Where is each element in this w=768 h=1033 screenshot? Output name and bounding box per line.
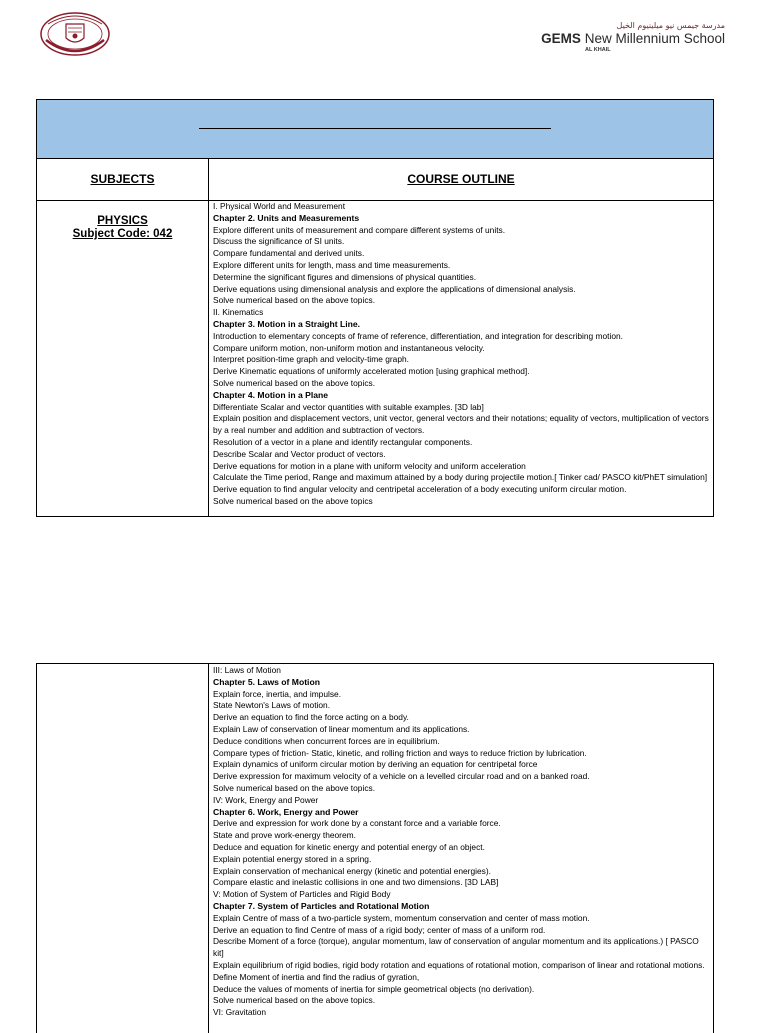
outline-item: State Newton's Laws of motion. xyxy=(213,700,331,711)
course-outline-table xyxy=(36,99,714,517)
outline-item: Compare uniform motion, non-uniform motion and instantaneous velocity. xyxy=(213,342,485,353)
chapter-heading: Chapter 7. System of Particles and Rotational Motion xyxy=(213,900,430,911)
outline-item: Solve numerical based on the above topics xyxy=(213,495,373,506)
outline-item: Explain Law of conservation of linear momentum and its applications. xyxy=(213,723,470,734)
school-name-arabic: مدرسة جيمس نيو ميلينيوم الخيل xyxy=(616,21,725,30)
outline-item: I. Physical World and Measurement xyxy=(213,201,346,211)
course-outline-table-continued xyxy=(36,663,714,1033)
outline-item: Explain potential energy stored in a spring. xyxy=(213,853,372,864)
outline-item: Explain equilibrium of rigid bodies, rigid body rotation and equations of rotational motion, comparison of linear and rotational motions. xyxy=(213,959,705,970)
subject-cell xyxy=(37,215,208,241)
school-name-rest: New Millennium School xyxy=(580,31,725,46)
outline-item: Derive equations using dimensional analysis and explore the applications of dimensional analysis. xyxy=(213,283,576,294)
outline-item: Explore different units for length, mass and time measurements. xyxy=(213,259,451,270)
outline-item: V: Motion of System of Particles and Rigid Body xyxy=(213,889,391,900)
outline-item: Resolution of a vector in a plane and identify rectangular components. xyxy=(213,436,473,447)
outline-item: Explore different units of measurement and compare different systems of units. xyxy=(213,224,506,235)
subject-code: Subject Code: 042 xyxy=(72,228,173,240)
outline-item: Explain conservation of mechanical energy (kinetic and potential energies). xyxy=(213,865,491,876)
outline-item: Interpret position-time graph and velocity-time graph. xyxy=(213,354,409,365)
outline-item: Deduce the values of moments of inertia for simple geometrical objects (no derivation). xyxy=(213,983,535,994)
course-outline-list xyxy=(213,665,709,1019)
outline-item: Introduction to elementary concepts of frame of reference, differentiation, and integration for describing motion. xyxy=(213,330,623,341)
course-outline-list xyxy=(213,201,709,508)
outline-item: Deduce conditions when concurrent forces are in equilibrium. xyxy=(213,735,440,746)
school-location: AL KHAIL xyxy=(585,47,611,53)
column-divider xyxy=(208,158,209,516)
outline-item: Calculate the Time period, Range and maximum attained by a body during projectile motion.[ Tinker cad/ PASCO kit/PhET simulation] xyxy=(213,472,708,483)
school-name xyxy=(540,30,725,47)
outline-item: Derive and expression for work done by a constant force and a variable force. xyxy=(213,818,501,829)
school-brand xyxy=(540,22,725,54)
outline-item: Describe Moment of a force (torque), angular momentum, law of conservation of angular momentum and its applications.) [ PASCO kit] xyxy=(213,936,699,959)
outline-item: Differentiate Scalar and vector quantities with suitable examples. [3D lab] xyxy=(213,401,484,412)
outline-item: State and prove work-energy theorem. xyxy=(213,830,356,841)
outline-item: Solve numerical based on the above topics. xyxy=(213,295,376,306)
chapter-heading: Chapter 3. Motion in a Straight Line. xyxy=(213,318,361,329)
course-outline-header: COURSE OUTLINE xyxy=(407,172,515,186)
outline-item: Derive equations for motion in a plane with uniform velocity and uniform acceleration xyxy=(213,460,526,471)
outline-item: Derive expression for maximum velocity of a vehicle on a levelled circular road and on a banked road. xyxy=(213,771,590,782)
outline-item: Solve numerical based on the above topics. xyxy=(213,377,376,388)
outline-item: III: Laws of Motion xyxy=(213,665,281,675)
column-divider xyxy=(208,664,209,1033)
outline-item: Compare types of friction- Static, kinetic, and rolling friction and ways to reduce friction by lubrication. xyxy=(213,747,587,758)
outline-item: Deduce and equation for kinetic energy and potential energy of an object. xyxy=(213,841,485,852)
outline-item: Discuss the significance of SI units. xyxy=(213,236,345,247)
outline-item: Derive equation to find angular velocity and centripetal acceleration of a body executing uniform circular motion. xyxy=(213,484,627,495)
outline-item: Compare elastic and inelastic collisions in one and two dimensions. [3D LAB] xyxy=(213,877,499,888)
subject-name: PHYSICS xyxy=(97,215,148,227)
outline-item: II. Kinematics xyxy=(213,307,264,318)
outline-item: Describe Scalar and Vector product of vectors. xyxy=(213,448,386,459)
outline-item: Derive an equation to find Centre of mass of a rigid body; center of mass of a uniform rod. xyxy=(213,924,546,935)
outline-item: Solve numerical based on the above topics. xyxy=(213,995,376,1006)
school-name-bold: GEMS xyxy=(541,31,581,46)
outline-item: VI: Gravitation xyxy=(213,1007,267,1018)
outline-item: IV: Work, Energy and Power xyxy=(213,794,319,805)
outline-item: Derive Kinematic equations of uniformly accelerated motion [using graphical method]. xyxy=(213,366,530,377)
chapter-heading: Chapter 2. Units and Measurements xyxy=(213,212,360,223)
outline-item: Explain dynamics of uniform circular motion by deriving an equation for centripetal force xyxy=(213,759,538,770)
chapter-heading: Chapter 5. Laws of Motion xyxy=(213,676,320,687)
chapter-heading: Chapter 6. Work, Energy and Power xyxy=(213,806,359,817)
banner-title-line xyxy=(199,128,551,129)
outline-item: Explain force, inertia, and impulse. xyxy=(213,688,342,699)
table-banner xyxy=(37,100,713,159)
outline-item: Solve numerical based on the above topics. xyxy=(213,782,376,793)
outline-item: Define Moment of inertia and find the radius of gyration, xyxy=(213,971,420,982)
outline-item: Explain position and displacement vectors, unit vector, general vectors and their notations; equality of vectors, multiplication of vectors by a real number and addition and subtraction of vectors. xyxy=(213,413,709,436)
chapter-heading: Chapter 4. Motion in a Plane xyxy=(213,389,329,400)
outline-item: Compare fundamental and derived units. xyxy=(213,248,365,259)
school-crest-logo xyxy=(38,10,112,58)
outline-item: Derive an equation to find the force acting on a body. xyxy=(213,712,409,723)
outline-item: Explain Centre of mass of a two-particle system, momentum conservation and center of mass motion. xyxy=(213,912,590,923)
outline-item: Determine the significant figures and dimensions of physical quantities. xyxy=(213,271,477,282)
subjects-header: SUBJECTS xyxy=(90,172,155,186)
